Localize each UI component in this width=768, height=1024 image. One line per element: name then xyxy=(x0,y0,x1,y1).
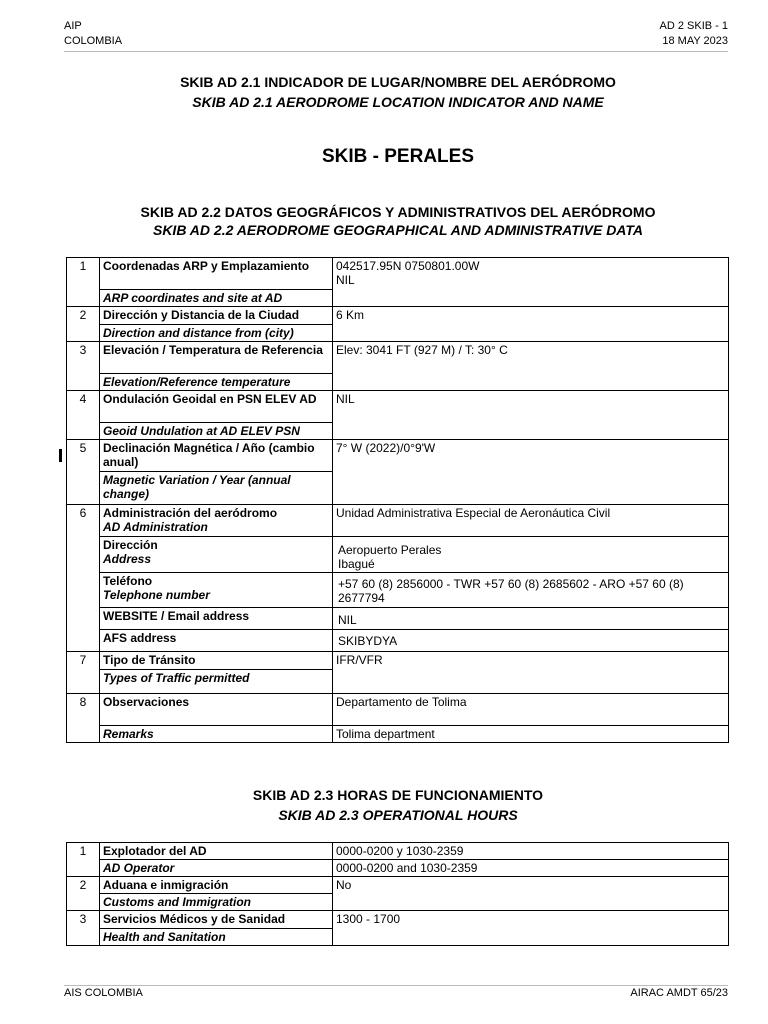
label-es: Teléfono xyxy=(103,574,153,588)
value-admin: Unidad Administrativa Especial de Aeronáutica Civil xyxy=(333,505,729,537)
label-en: Remarks xyxy=(100,726,333,743)
label-address xyxy=(100,537,333,573)
label-es: Tipo de Tránsito xyxy=(100,652,333,670)
label-en: Health and Sanitation xyxy=(100,929,333,946)
section-22-title-es: SKIB AD 2.2 DATOS GEOGRÁFICOS Y ADMINISTRATIVOS DEL AERÓDROMO xyxy=(140,204,656,220)
value-es: Departamento de Tolima xyxy=(333,694,729,726)
label-telephone xyxy=(100,573,333,608)
row-number: 4 xyxy=(67,391,100,440)
label-es: Administración del aeródromo xyxy=(103,506,278,520)
value-site: NIL xyxy=(336,273,355,287)
row-number: 1 xyxy=(67,258,100,307)
label-es: Observaciones xyxy=(100,694,333,726)
value-coords: 042517.95N 0750801.00W xyxy=(336,259,480,273)
label-en: Address xyxy=(103,552,152,566)
label-en: Types of Traffic permitted xyxy=(100,670,333,694)
footer-right: AIRAC AMDT 65/23 xyxy=(630,987,728,999)
label-es: Dirección xyxy=(103,538,158,552)
label-es: Declinación Magnética / Año (cambio anual) xyxy=(100,440,333,472)
operational-hours-table xyxy=(66,842,729,946)
row-number: 2 xyxy=(67,877,100,911)
header-date: 18 MAY 2023 xyxy=(662,35,728,47)
value-es: 0000-0200 y 1030-2359 xyxy=(333,843,729,860)
footer-left: AIS COLOMBIA xyxy=(64,987,143,999)
label-en: Magnetic Variation / Year (annual change) xyxy=(100,472,333,505)
label-es: Coordenadas ARP y Emplazamiento xyxy=(100,258,333,290)
row-number: 6 xyxy=(67,505,100,652)
value-telephone: +57 60 (8) 2856000 - TWR +57 60 (8) 2685602 - ARO +57 60 (8) 2677794 xyxy=(333,573,729,608)
value-afs: SKIBYDYA xyxy=(333,630,729,652)
value-en: Tolima department xyxy=(333,726,729,743)
row-number: 5 xyxy=(67,440,100,505)
value: NIL xyxy=(333,391,729,440)
value: 1300 - 1700 xyxy=(333,911,729,946)
value: IFR/VFR xyxy=(333,652,729,694)
section-22-title-en: SKIB AD 2.2 AERODROME GEOGRAPHICAL AND ADMINISTRATIVE DATA xyxy=(152,222,644,238)
row-number: 3 xyxy=(67,911,100,946)
header-right xyxy=(660,19,728,49)
footer-rule xyxy=(64,985,728,986)
row-number: 8 xyxy=(67,694,100,743)
value-website: NIL xyxy=(333,608,729,630)
label-es: Explotador del AD xyxy=(100,843,333,860)
header-page-ref: AD 2 SKIB - 1 xyxy=(659,20,728,32)
label-es: Elevación / Temperatura de Referencia xyxy=(100,342,333,374)
row-number: 7 xyxy=(67,652,100,694)
value: No xyxy=(333,877,729,911)
value: 7° W (2022)/0°9'W xyxy=(333,440,729,505)
label-website: WEBSITE / Email address xyxy=(100,608,333,630)
header-rule xyxy=(64,51,728,52)
address-line: Aeropuerto Perales xyxy=(338,543,442,557)
value-address xyxy=(333,537,729,573)
label-es: Ondulación Geoidal en PSN ELEV AD xyxy=(100,391,333,423)
label-en: ARP coordinates and site at AD xyxy=(100,290,333,307)
label-en: Telephone number xyxy=(103,588,210,602)
label-es: Dirección y Distancia de la Ciudad xyxy=(100,307,333,325)
label-afs: AFS address xyxy=(100,630,333,652)
label-en: Geoid Undulation at AD ELEV PSN xyxy=(100,423,333,440)
geo-admin-table xyxy=(66,257,729,743)
section-21-title-en: SKIB AD 2.1 AERODROME LOCATION INDICATOR AND NAME xyxy=(192,94,604,110)
section-23-title-en: SKIB AD 2.3 OPERATIONAL HOURS xyxy=(278,807,518,823)
label-admin xyxy=(100,505,333,537)
label-en: AD Operator xyxy=(100,860,333,877)
value-en: 0000-0200 and 1030-2359 xyxy=(333,860,729,877)
label-en: AD Administration xyxy=(103,520,208,534)
section-21-title-es: SKIB AD 2.1 INDICADOR DE LUGAR/NOMBRE DEL AERÓDROMO xyxy=(180,74,616,90)
label-en: Elevation/Reference temperature xyxy=(100,374,333,391)
value: Elev: 3041 FT (927 M) / T: 30° C xyxy=(333,342,729,391)
label-en: Customs and Immigration xyxy=(100,894,333,911)
label-es: Aduana e inmigración xyxy=(100,877,333,894)
section-23-title-es: SKIB AD 2.3 HORAS DE FUNCIONAMIENTO xyxy=(252,787,544,803)
value xyxy=(333,258,729,307)
header-country: COLOMBIA xyxy=(64,35,123,47)
value: 6 Km xyxy=(333,307,729,342)
header-aip: AIP xyxy=(64,20,82,32)
label-en: Direction and distance from (city) xyxy=(100,325,333,342)
row-number: 1 xyxy=(67,843,100,877)
label-es: Servicios Médicos y de Sanidad xyxy=(100,911,333,929)
address-city: Ibagué xyxy=(338,557,375,571)
row-number: 2 xyxy=(67,307,100,342)
row-number: 3 xyxy=(67,342,100,391)
header-left xyxy=(64,19,122,49)
aerodrome-name: SKIB - PERALES xyxy=(321,146,475,167)
change-bar xyxy=(59,449,62,462)
